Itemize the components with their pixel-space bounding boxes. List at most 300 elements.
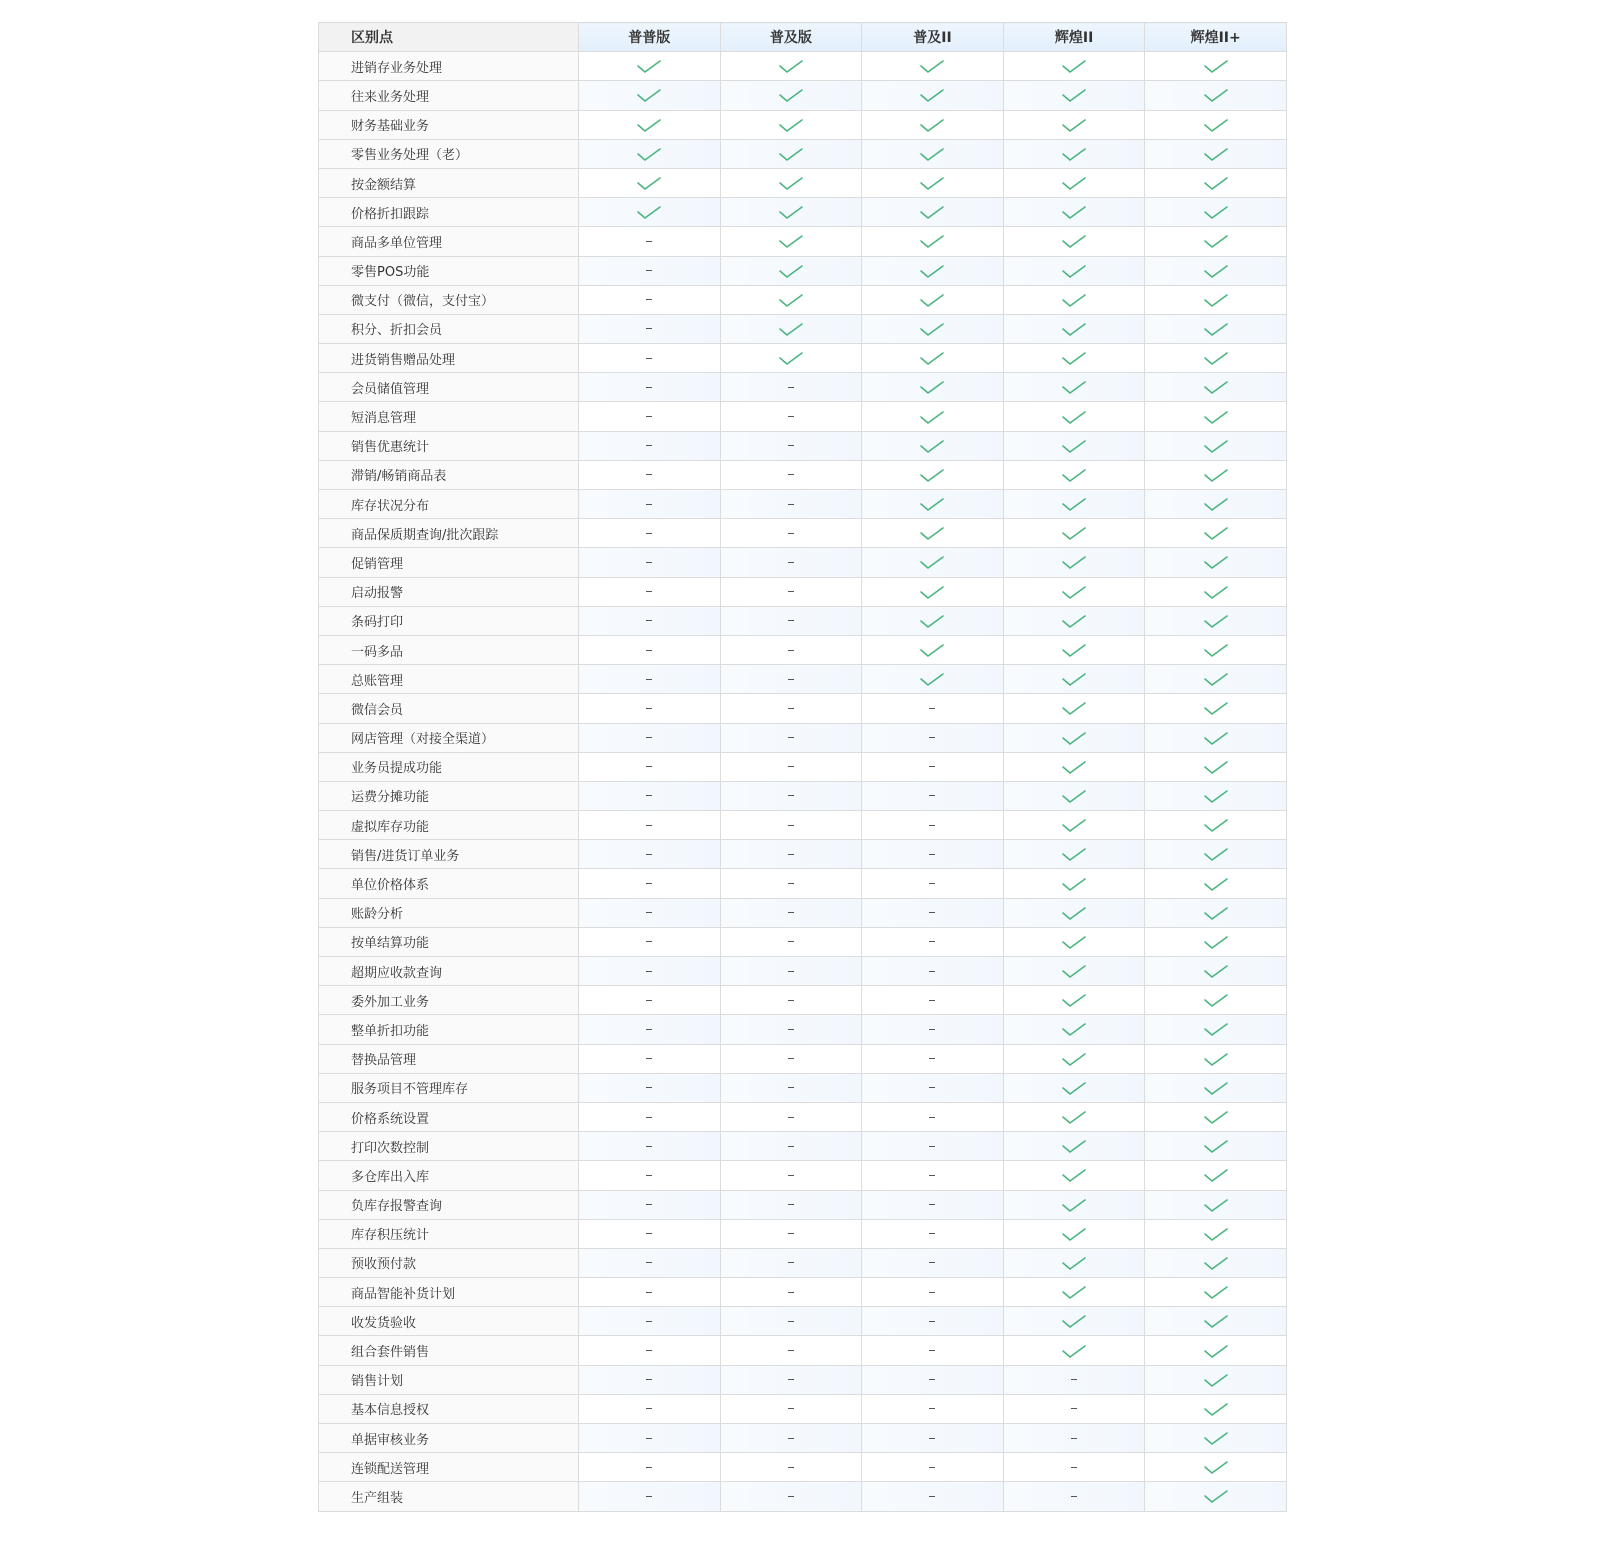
check-icon bbox=[919, 554, 945, 570]
unsupported-cell bbox=[579, 1365, 721, 1394]
supported-cell bbox=[1003, 285, 1145, 314]
supported-cell bbox=[1003, 168, 1145, 197]
supported-cell bbox=[862, 402, 1004, 431]
supported-cell bbox=[862, 168, 1004, 197]
header-row bbox=[319, 23, 1287, 52]
feature-name: 微支付（微信，支付宝） bbox=[319, 285, 579, 314]
dash-icon bbox=[646, 1146, 652, 1147]
table-row bbox=[319, 1248, 1287, 1277]
dash-icon bbox=[929, 795, 935, 796]
supported-cell bbox=[1003, 986, 1145, 1015]
check-icon bbox=[636, 58, 662, 74]
feature-name: 销售优惠统计 bbox=[319, 431, 579, 460]
table-row bbox=[319, 694, 1287, 723]
supported-cell bbox=[1145, 519, 1287, 548]
supported-cell bbox=[1145, 1161, 1287, 1190]
supported-cell bbox=[1145, 752, 1287, 781]
check-icon bbox=[1203, 671, 1229, 687]
feature-name: 基本信息授权 bbox=[319, 1394, 579, 1423]
supported-cell bbox=[1003, 52, 1145, 81]
supported-cell bbox=[1145, 1453, 1287, 1482]
check-icon bbox=[1061, 671, 1087, 687]
unsupported-cell bbox=[720, 898, 862, 927]
unsupported-cell bbox=[579, 927, 721, 956]
dash-icon bbox=[646, 270, 652, 271]
dash-icon bbox=[929, 1292, 935, 1293]
check-icon bbox=[1061, 1197, 1087, 1213]
check-icon bbox=[1203, 1401, 1229, 1417]
dash-icon bbox=[929, 1438, 935, 1439]
feature-name: 按单结算功能 bbox=[319, 927, 579, 956]
unsupported-cell bbox=[579, 227, 721, 256]
supported-cell bbox=[1003, 635, 1145, 664]
unsupported-cell bbox=[720, 1278, 862, 1307]
dash-icon bbox=[929, 1467, 935, 1468]
unsupported-cell bbox=[862, 1453, 1004, 1482]
supported-cell bbox=[862, 198, 1004, 227]
dash-icon bbox=[646, 533, 652, 534]
feature-name: 财务基础业务 bbox=[319, 110, 579, 139]
unsupported-cell bbox=[862, 957, 1004, 986]
unsupported-cell bbox=[720, 1015, 862, 1044]
dash-icon bbox=[788, 1175, 794, 1176]
supported-cell bbox=[862, 285, 1004, 314]
dash-icon bbox=[929, 941, 935, 942]
dash-icon bbox=[646, 1000, 652, 1001]
unsupported-cell bbox=[720, 577, 862, 606]
unsupported-cell bbox=[1003, 1365, 1145, 1394]
unsupported-cell bbox=[720, 1044, 862, 1073]
check-icon bbox=[1061, 876, 1087, 892]
dash-icon bbox=[929, 1496, 935, 1497]
dash-icon bbox=[788, 1321, 794, 1322]
check-icon bbox=[1203, 1226, 1229, 1242]
check-icon bbox=[1061, 846, 1087, 862]
unsupported-cell bbox=[579, 1278, 721, 1307]
check-icon bbox=[1061, 905, 1087, 921]
supported-cell bbox=[1003, 1132, 1145, 1161]
supported-cell bbox=[1145, 1394, 1287, 1423]
supported-cell bbox=[1145, 285, 1287, 314]
dash-icon bbox=[929, 1146, 935, 1147]
feature-name: 多仓库出入库 bbox=[319, 1161, 579, 1190]
feature-name: 服务项目不管理库存 bbox=[319, 1073, 579, 1102]
supported-cell bbox=[1145, 869, 1287, 898]
feature-name: 整单折扣功能 bbox=[319, 1015, 579, 1044]
check-icon bbox=[1203, 1255, 1229, 1271]
check-icon bbox=[919, 496, 945, 512]
supported-cell bbox=[1145, 1278, 1287, 1307]
feature-name: 按金额结算 bbox=[319, 168, 579, 197]
dash-icon bbox=[929, 1321, 935, 1322]
supported-cell bbox=[720, 110, 862, 139]
check-icon bbox=[778, 117, 804, 133]
unsupported-cell bbox=[579, 752, 721, 781]
dash-icon bbox=[646, 825, 652, 826]
table-row bbox=[319, 402, 1287, 431]
check-icon bbox=[1061, 1051, 1087, 1067]
supported-cell bbox=[862, 81, 1004, 110]
check-icon bbox=[1203, 817, 1229, 833]
supported-cell bbox=[1145, 460, 1287, 489]
feature-name: 单据审核业务 bbox=[319, 1424, 579, 1453]
dash-icon bbox=[788, 971, 794, 972]
unsupported-cell bbox=[720, 373, 862, 402]
check-icon bbox=[636, 87, 662, 103]
supported-cell bbox=[1145, 723, 1287, 752]
unsupported-cell bbox=[579, 606, 721, 635]
check-icon bbox=[1061, 1284, 1087, 1300]
check-icon bbox=[1203, 700, 1229, 716]
unsupported-cell bbox=[862, 840, 1004, 869]
dash-icon bbox=[788, 679, 794, 680]
table-row bbox=[319, 168, 1287, 197]
check-icon bbox=[1061, 934, 1087, 950]
check-icon bbox=[1203, 117, 1229, 133]
feature-name: 收发货验收 bbox=[319, 1307, 579, 1336]
supported-cell bbox=[1145, 1044, 1287, 1073]
check-icon bbox=[1203, 1459, 1229, 1475]
check-icon bbox=[1203, 584, 1229, 600]
supported-cell bbox=[862, 110, 1004, 139]
dash-icon bbox=[788, 474, 794, 475]
table-row bbox=[319, 1336, 1287, 1365]
check-icon bbox=[1203, 554, 1229, 570]
check-icon bbox=[1203, 525, 1229, 541]
check-icon bbox=[919, 117, 945, 133]
check-icon bbox=[1061, 379, 1087, 395]
unsupported-cell bbox=[579, 344, 721, 373]
unsupported-cell bbox=[720, 927, 862, 956]
table-row bbox=[319, 110, 1287, 139]
dash-icon bbox=[788, 912, 794, 913]
unsupported-cell bbox=[579, 694, 721, 723]
dash-icon bbox=[646, 1496, 652, 1497]
dash-icon bbox=[646, 1087, 652, 1088]
feature-name: 打印次数控制 bbox=[319, 1132, 579, 1161]
header-edition-5: 辉煌II+ bbox=[1145, 23, 1287, 52]
feature-name: 库存积压统计 bbox=[319, 1219, 579, 1248]
feature-name: 进销存业务处理 bbox=[319, 52, 579, 81]
supported-cell bbox=[862, 460, 1004, 489]
unsupported-cell bbox=[720, 957, 862, 986]
unsupported-cell bbox=[579, 1248, 721, 1277]
dash-icon bbox=[788, 766, 794, 767]
table-row bbox=[319, 927, 1287, 956]
table-row bbox=[319, 344, 1287, 373]
check-icon bbox=[1203, 876, 1229, 892]
check-icon bbox=[1061, 817, 1087, 833]
supported-cell bbox=[1145, 1190, 1287, 1219]
unsupported-cell bbox=[720, 986, 862, 1015]
supported-cell bbox=[862, 548, 1004, 577]
check-icon bbox=[1061, 263, 1087, 279]
check-icon bbox=[1203, 1372, 1229, 1388]
supported-cell bbox=[1003, 490, 1145, 519]
supported-cell bbox=[720, 139, 862, 168]
check-icon bbox=[1061, 1255, 1087, 1271]
table-row bbox=[319, 139, 1287, 168]
check-icon bbox=[1061, 321, 1087, 337]
dash-icon bbox=[929, 1233, 935, 1234]
feature-name: 销售计划 bbox=[319, 1365, 579, 1394]
supported-cell bbox=[1145, 781, 1287, 810]
check-icon bbox=[778, 58, 804, 74]
check-icon bbox=[1203, 438, 1229, 454]
table-row bbox=[319, 957, 1287, 986]
supported-cell bbox=[1003, 781, 1145, 810]
unsupported-cell bbox=[720, 1365, 862, 1394]
unsupported-cell bbox=[862, 694, 1004, 723]
table-row bbox=[319, 840, 1287, 869]
supported-cell bbox=[862, 52, 1004, 81]
table-row bbox=[319, 1365, 1287, 1394]
feature-name: 负库存报警查询 bbox=[319, 1190, 579, 1219]
unsupported-cell bbox=[862, 898, 1004, 927]
dash-icon bbox=[788, 941, 794, 942]
dash-icon bbox=[646, 971, 652, 972]
table-row bbox=[319, 1102, 1287, 1131]
unsupported-cell bbox=[720, 635, 862, 664]
check-icon bbox=[1061, 992, 1087, 1008]
supported-cell bbox=[1145, 1102, 1287, 1131]
check-icon bbox=[919, 146, 945, 162]
supported-cell bbox=[862, 577, 1004, 606]
dash-icon bbox=[646, 1379, 652, 1380]
supported-cell bbox=[720, 81, 862, 110]
check-icon bbox=[919, 409, 945, 425]
check-icon bbox=[1061, 730, 1087, 746]
dash-icon bbox=[929, 1117, 935, 1118]
check-icon bbox=[1203, 1109, 1229, 1125]
check-icon bbox=[1203, 963, 1229, 979]
feature-name: 条码打印 bbox=[319, 606, 579, 635]
unsupported-cell bbox=[579, 1453, 721, 1482]
dash-icon bbox=[788, 1204, 794, 1205]
supported-cell bbox=[862, 227, 1004, 256]
check-icon bbox=[1061, 438, 1087, 454]
feature-name: 会员储值管理 bbox=[319, 373, 579, 402]
unsupported-cell bbox=[720, 1102, 862, 1131]
header-edition-2: 普及版 bbox=[720, 23, 862, 52]
check-icon bbox=[1061, 1138, 1087, 1154]
dash-icon bbox=[788, 1058, 794, 1059]
dash-icon bbox=[646, 1175, 652, 1176]
check-icon bbox=[919, 671, 945, 687]
check-icon bbox=[1203, 263, 1229, 279]
supported-cell bbox=[1003, 548, 1145, 577]
check-icon bbox=[1061, 1021, 1087, 1037]
unsupported-cell bbox=[720, 1307, 862, 1336]
check-icon bbox=[1061, 1109, 1087, 1125]
unsupported-cell bbox=[579, 957, 721, 986]
check-icon bbox=[1203, 233, 1229, 249]
dash-icon bbox=[646, 1321, 652, 1322]
dash-icon bbox=[646, 854, 652, 855]
check-icon bbox=[1061, 1343, 1087, 1359]
check-icon bbox=[636, 146, 662, 162]
table-row bbox=[319, 460, 1287, 489]
check-icon bbox=[1061, 1313, 1087, 1329]
dash-icon bbox=[646, 387, 652, 388]
feature-name: 超期应收款查询 bbox=[319, 957, 579, 986]
supported-cell bbox=[1003, 1161, 1145, 1190]
supported-cell bbox=[1145, 52, 1287, 81]
feature-name: 库存状况分布 bbox=[319, 490, 579, 519]
supported-cell bbox=[1145, 898, 1287, 927]
unsupported-cell bbox=[720, 1132, 862, 1161]
table-row bbox=[319, 1424, 1287, 1453]
unsupported-cell bbox=[579, 781, 721, 810]
unsupported-cell bbox=[579, 1219, 721, 1248]
supported-cell bbox=[1003, 723, 1145, 752]
check-icon bbox=[1061, 554, 1087, 570]
unsupported-cell bbox=[862, 1307, 1004, 1336]
supported-cell bbox=[1145, 1336, 1287, 1365]
supported-cell bbox=[1003, 1044, 1145, 1073]
supported-cell bbox=[1003, 139, 1145, 168]
supported-cell bbox=[1145, 402, 1287, 431]
dash-icon bbox=[788, 1379, 794, 1380]
dash-icon bbox=[646, 1058, 652, 1059]
supported-cell bbox=[1003, 927, 1145, 956]
feature-name: 组合套件销售 bbox=[319, 1336, 579, 1365]
unsupported-cell bbox=[862, 1073, 1004, 1102]
dash-icon bbox=[646, 1408, 652, 1409]
dash-icon bbox=[646, 1438, 652, 1439]
table-body bbox=[319, 52, 1287, 1511]
dash-icon bbox=[929, 825, 935, 826]
supported-cell bbox=[1003, 1307, 1145, 1336]
check-icon bbox=[919, 204, 945, 220]
unsupported-cell bbox=[862, 1424, 1004, 1453]
check-icon bbox=[919, 438, 945, 454]
check-icon bbox=[1061, 1080, 1087, 1096]
supported-cell bbox=[1003, 752, 1145, 781]
check-icon bbox=[1061, 233, 1087, 249]
feature-name: 零售POS功能 bbox=[319, 256, 579, 285]
dash-icon bbox=[788, 1087, 794, 1088]
unsupported-cell bbox=[579, 1394, 721, 1423]
supported-cell bbox=[1003, 1248, 1145, 1277]
feature-name: 连锁配送管理 bbox=[319, 1453, 579, 1482]
dash-icon bbox=[788, 708, 794, 709]
supported-cell bbox=[720, 344, 862, 373]
supported-cell bbox=[862, 373, 1004, 402]
check-icon bbox=[1061, 117, 1087, 133]
unsupported-cell bbox=[862, 1482, 1004, 1511]
feature-name: 促销管理 bbox=[319, 548, 579, 577]
supported-cell bbox=[1003, 198, 1145, 227]
dash-icon bbox=[646, 445, 652, 446]
supported-cell bbox=[1145, 986, 1287, 1015]
unsupported-cell bbox=[579, 1044, 721, 1073]
feature-name: 替换品管理 bbox=[319, 1044, 579, 1073]
unsupported-cell bbox=[720, 606, 862, 635]
dash-icon bbox=[646, 708, 652, 709]
dash-icon bbox=[929, 1087, 935, 1088]
check-icon bbox=[778, 263, 804, 279]
unsupported-cell bbox=[579, 373, 721, 402]
supported-cell bbox=[1145, 431, 1287, 460]
dash-icon bbox=[788, 1029, 794, 1030]
unsupported-cell bbox=[720, 781, 862, 810]
dash-icon bbox=[788, 387, 794, 388]
unsupported-cell bbox=[720, 1219, 862, 1248]
supported-cell bbox=[1003, 1219, 1145, 1248]
dash-icon bbox=[1071, 1408, 1077, 1409]
dash-icon bbox=[929, 1350, 935, 1351]
check-icon bbox=[1203, 1430, 1229, 1446]
supported-cell bbox=[720, 285, 862, 314]
unsupported-cell bbox=[579, 519, 721, 548]
dash-icon bbox=[646, 1262, 652, 1263]
check-icon bbox=[1203, 1197, 1229, 1213]
unsupported-cell bbox=[579, 577, 721, 606]
dash-icon bbox=[788, 1496, 794, 1497]
unsupported-cell bbox=[720, 1424, 862, 1453]
unsupported-cell bbox=[720, 665, 862, 694]
unsupported-cell bbox=[579, 665, 721, 694]
check-icon bbox=[1203, 846, 1229, 862]
supported-cell bbox=[1145, 168, 1287, 197]
unsupported-cell bbox=[862, 1219, 1004, 1248]
supported-cell bbox=[720, 314, 862, 343]
table-row bbox=[319, 373, 1287, 402]
dash-icon bbox=[929, 766, 935, 767]
supported-cell bbox=[1003, 1190, 1145, 1219]
unsupported-cell bbox=[579, 635, 721, 664]
unsupported-cell bbox=[579, 1482, 721, 1511]
dash-icon bbox=[788, 1467, 794, 1468]
supported-cell bbox=[1145, 694, 1287, 723]
unsupported-cell bbox=[720, 490, 862, 519]
unsupported-cell bbox=[720, 1394, 862, 1423]
unsupported-cell bbox=[720, 519, 862, 548]
unsupported-cell bbox=[579, 256, 721, 285]
unsupported-cell bbox=[579, 840, 721, 869]
check-icon bbox=[919, 350, 945, 366]
check-icon bbox=[1061, 292, 1087, 308]
supported-cell bbox=[1003, 1015, 1145, 1044]
supported-cell bbox=[1145, 490, 1287, 519]
supported-cell bbox=[1145, 840, 1287, 869]
supported-cell bbox=[579, 168, 721, 197]
check-icon bbox=[1061, 58, 1087, 74]
unsupported-cell bbox=[579, 986, 721, 1015]
supported-cell bbox=[862, 606, 1004, 635]
check-icon bbox=[1203, 409, 1229, 425]
unsupported-cell bbox=[862, 1102, 1004, 1131]
dash-icon bbox=[929, 912, 935, 913]
supported-cell bbox=[1003, 1073, 1145, 1102]
dash-icon bbox=[929, 1262, 935, 1263]
dash-icon bbox=[646, 591, 652, 592]
dash-icon bbox=[646, 883, 652, 884]
unsupported-cell bbox=[862, 986, 1004, 1015]
check-icon bbox=[1061, 759, 1087, 775]
unsupported-cell bbox=[579, 285, 721, 314]
dash-icon bbox=[929, 971, 935, 972]
unsupported-cell bbox=[579, 1102, 721, 1131]
table-row bbox=[319, 314, 1287, 343]
supported-cell bbox=[1003, 694, 1145, 723]
dash-icon bbox=[929, 1000, 935, 1001]
check-icon bbox=[1061, 1167, 1087, 1183]
unsupported-cell bbox=[1003, 1424, 1145, 1453]
feature-name: 运费分摊功能 bbox=[319, 781, 579, 810]
supported-cell bbox=[1003, 1278, 1145, 1307]
